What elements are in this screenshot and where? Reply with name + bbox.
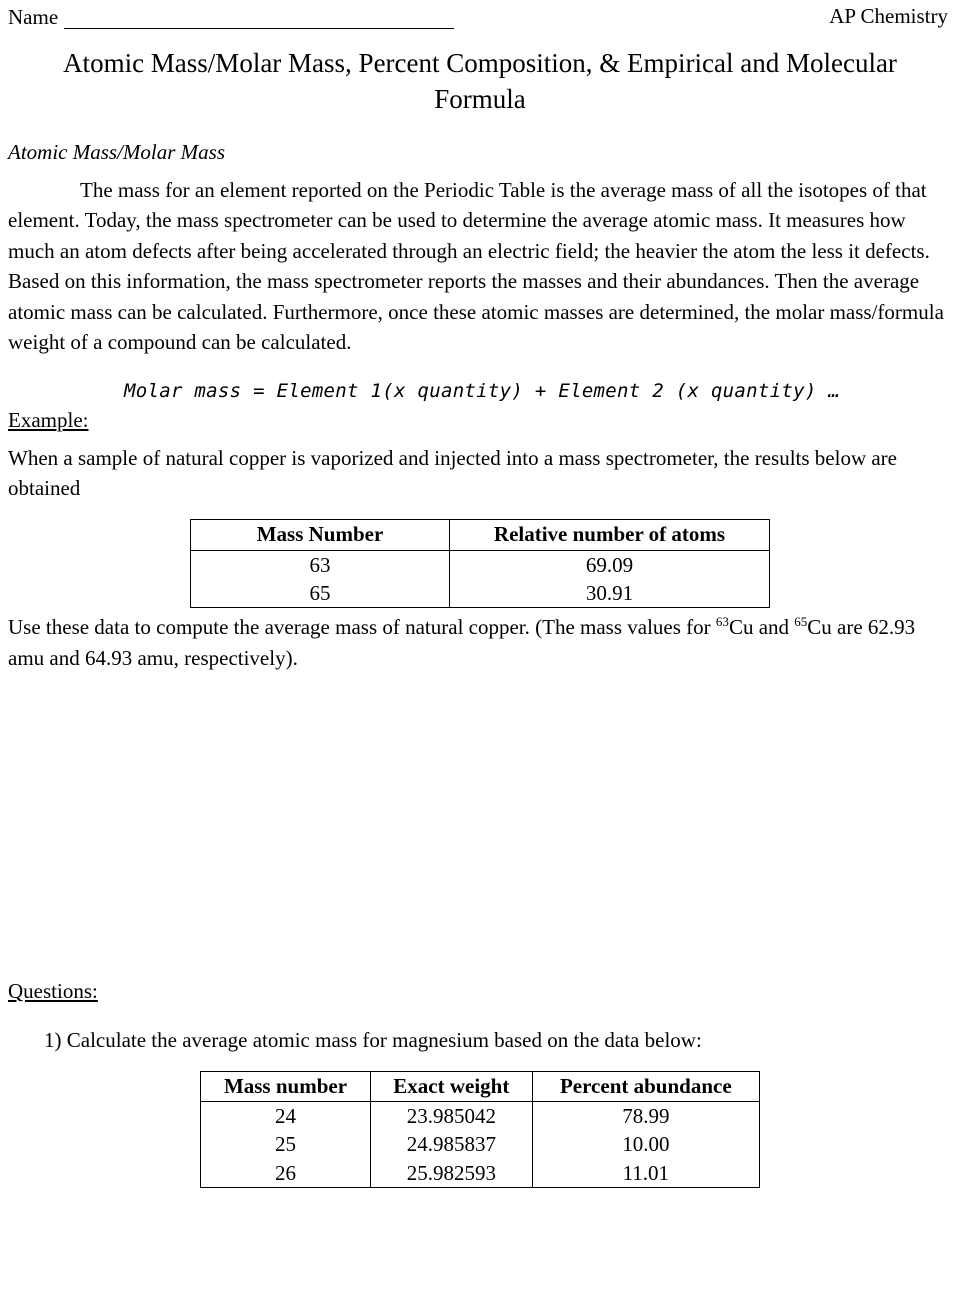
cell-percent-abundance: 78.99 <box>532 1102 759 1131</box>
section-heading-atomic-mass: Atomic Mass/Molar Mass <box>8 139 225 164</box>
column-header-mass-number: Mass number <box>201 1071 371 1101</box>
table-header-row <box>201 1071 760 1101</box>
name-write-in-line[interactable] <box>64 10 454 29</box>
cell-relative-atoms: 30.91 <box>450 579 770 608</box>
magnesium-data-table <box>200 1071 760 1188</box>
magnesium-table-wrapper <box>0 1071 960 1188</box>
cell-mass-number: 25 <box>201 1130 371 1158</box>
isotope-65-superscript: 65 <box>794 614 808 630</box>
molar-mass-formula: Molar mass = Element 1(x quantity) + Element 2 (x quantity) … <box>124 379 841 402</box>
question-item-1 <box>44 1028 952 1053</box>
cell-mass-number: 65 <box>191 579 450 608</box>
table-row <box>201 1102 760 1131</box>
page-header <box>0 0 960 29</box>
example-paragraph: When a sample of natural copper is vaporized and injected into a mass spectrometer, the results below are obtained <box>8 445 897 500</box>
intro-paragraph: The mass for an element reported on the Periodic Table is the average mass of all the isotopes of that element. Today, the mass spectrometer can be used to determine the average atomic mass. It measures how much an atom defects after being accelerated through an electric field; the heavier the atom the less it defects. Based on this information, the mass spectrometer reports the masses and their abundances. Then the average atomic mass can be calculated. Furthermore, once these atomic masses are determined, the molar mass/formula weight of a compound can be calculated. <box>8 177 944 355</box>
name-label: Name <box>8 4 59 29</box>
column-header-relative-atoms: Relative number of atoms <box>450 520 770 550</box>
question-number-1: 1) <box>44 1027 62 1052</box>
question-text-1: Calculate the average atomic mass for magnesium based on the data below: <box>66 1027 702 1052</box>
cell-exact-weight: 25.982593 <box>370 1159 532 1188</box>
copper-followup-paragraph <box>8 612 946 673</box>
cell-relative-atoms: 69.09 <box>450 550 770 579</box>
copper-followup-part1: Use these data to compute the average mass of natural copper. (The mass values for <box>8 615 716 640</box>
column-header-mass-number: Mass Number <box>191 520 450 550</box>
copper-data-table <box>190 519 770 608</box>
cell-percent-abundance: 10.00 <box>532 1130 759 1158</box>
example-label-row <box>8 408 960 433</box>
table-row <box>191 579 770 608</box>
example-label: Example: <box>8 407 89 432</box>
questions-heading <box>8 979 952 1004</box>
course-label: AP Chemistry <box>829 4 948 28</box>
page-title: Atomic Mass/Molar Mass, Percent Composition, & Empirical and Molecular Formula <box>63 48 897 115</box>
copper-followup-part3: Cu are 62.93 amu and 64.93 amu, respectively). <box>8 615 916 670</box>
name-field-block <box>8 6 454 29</box>
table-row <box>191 550 770 579</box>
copper-table-wrapper <box>0 519 960 608</box>
questions-heading-label: Questions: <box>8 978 98 1003</box>
cell-exact-weight: 24.985837 <box>370 1130 532 1158</box>
cell-mass-number: 26 <box>201 1159 371 1188</box>
table-row <box>201 1159 760 1188</box>
column-header-percent-abundance: Percent abundance <box>532 1071 759 1101</box>
cell-exact-weight: 23.985042 <box>370 1102 532 1131</box>
cell-mass-number: 63 <box>191 550 450 579</box>
cell-mass-number: 24 <box>201 1102 371 1131</box>
table-header-row <box>191 520 770 550</box>
cell-percent-abundance: 11.01 <box>532 1159 759 1188</box>
questions-section <box>8 979 952 1053</box>
isotope-63-superscript: 63 <box>715 614 729 630</box>
table-row <box>201 1130 760 1158</box>
copper-followup-part2: Cu and <box>728 615 795 640</box>
column-header-exact-weight: Exact weight <box>370 1071 532 1101</box>
blank-work-space <box>0 673 960 883</box>
